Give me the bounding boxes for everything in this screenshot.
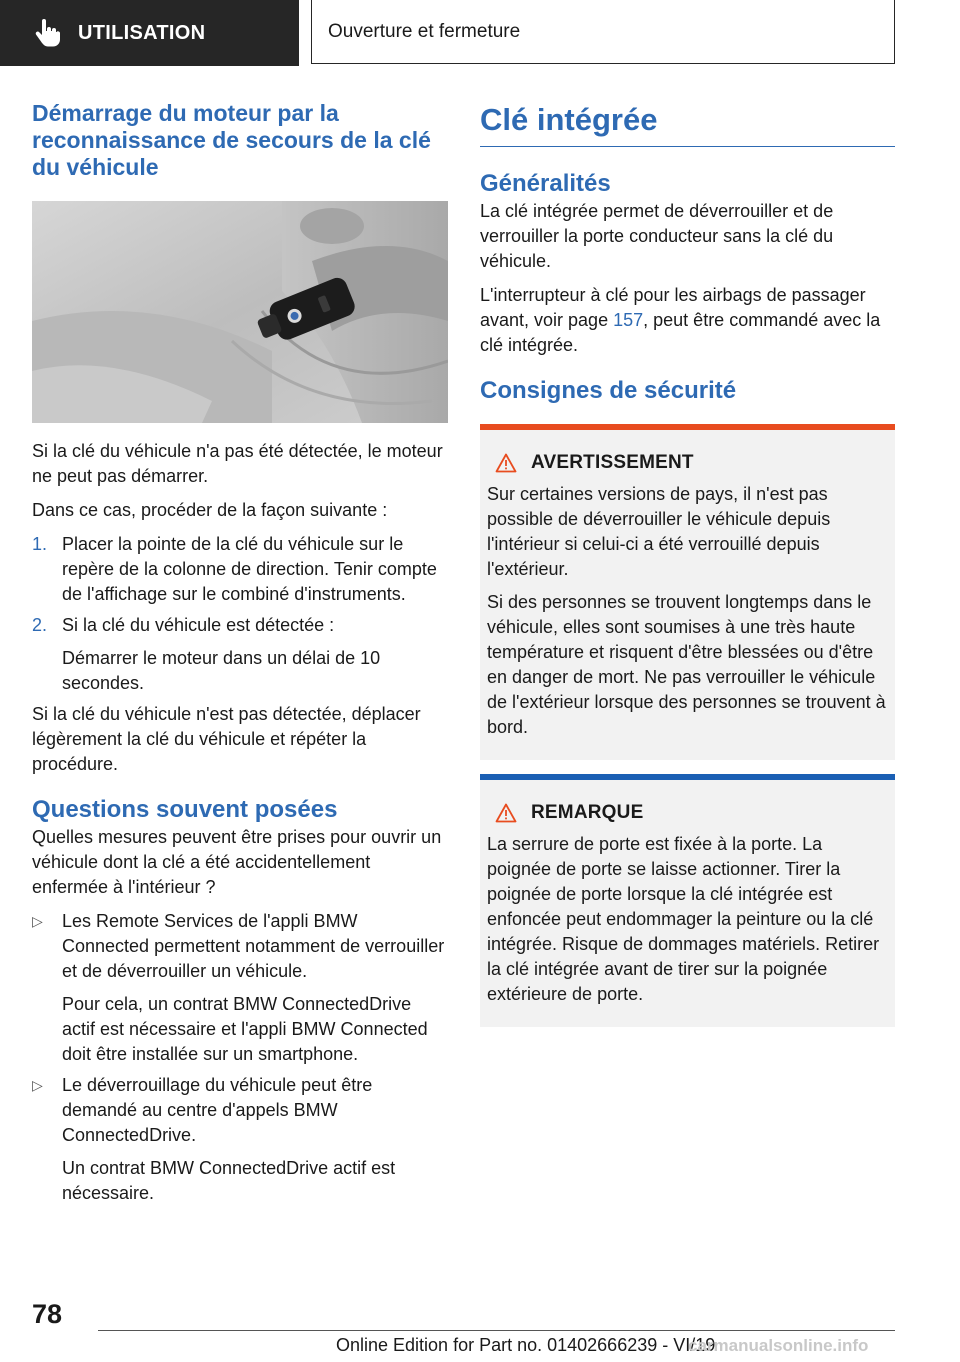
warning-notice [480, 424, 895, 760]
note-label: REMARQUE [531, 802, 644, 823]
page-number: 78 [32, 1299, 63, 1329]
faq-list [32, 909, 448, 1206]
arrow-bullet-icon: ▷ [32, 913, 43, 929]
warning-label: AVERTISSEMENT [531, 452, 694, 473]
faq-item-text: Le déverrouillage du véhicule peut être demandé au centre d'appels BMW ConnectedDrive. [62, 1075, 373, 1145]
header-section-tab [0, 0, 299, 66]
right-column [480, 100, 895, 1027]
page-link[interactable]: 157 [613, 310, 644, 330]
faq-item-text: Les Remote Services de l'appli BMW Connected permettent notamment de verrouiller et de déverrouiller un véhicule. [62, 911, 445, 981]
section-title-safety: Consignes de sécurité [480, 377, 737, 404]
list-item [32, 909, 448, 1067]
step-text: Si la clé du véhicule est détectée : [62, 615, 335, 635]
faq-item-subtext: Pour cela, un contrat BMW ConnectedDrive actif est nécessaire et l'appli BMW Connected doit être installée sur un smartphone. [62, 994, 428, 1064]
step-number: 1. [32, 534, 48, 554]
retry-paragraph: Si la clé du véhicule n'est pas détectée, déplacer légèrement la clé du véhicule et répéter la procédure. [32, 704, 421, 774]
faq-question: Quelles mesures peuvent être prises pour ouvrir un véhicule dont la clé a été accidentellement enfermée à l'intérieur ? [32, 827, 442, 897]
arrow-bullet-icon: ▷ [32, 1077, 43, 1093]
list-item [32, 532, 448, 607]
chapter-title-integrated-key: Clé intégrée [480, 100, 895, 147]
section-title-general: Généralités [480, 170, 611, 197]
warning-triangle-icon [495, 453, 517, 473]
list-item [32, 1073, 448, 1206]
footer-divider [98, 1330, 895, 1331]
step-subtext: Démarrer le moteur dans un délai de 10 secondes. [62, 648, 381, 693]
header-chapter-box [311, 0, 895, 64]
list-item [32, 613, 448, 696]
section-title-emergency-start: Démarrage du moteur par la reconnaissance de secours de la clé du véhicule [32, 100, 431, 180]
general-paragraph-2: L'interrupteur à clé pour les airbags de passager avant, voir page 157, peut être commandé avec la clé intégrée. [480, 285, 881, 355]
steering-column-key-photo [32, 201, 448, 423]
section-title-faq: Questions souvent posées [32, 796, 338, 823]
header-chapter-label: Ouverture et fermeture [328, 20, 521, 42]
general-paragraph: La clé intégrée permet de déverrouiller et de verrouiller la porte conducteur sans la clé du véhicule. [480, 201, 834, 271]
warning-triangle-icon [495, 803, 517, 823]
note-notice [480, 774, 895, 1027]
header-section-label: UTILISATION [78, 21, 206, 44]
faq-item-subtext: Un contrat BMW ConnectedDrive actif est nécessaire. [62, 1158, 396, 1203]
intro-paragraph-2: Dans ce cas, procéder de la façon suivante : [32, 500, 388, 520]
steps-list [32, 532, 448, 696]
warning-text-2: Si des personnes se trouvent longtemps dans le véhicule, elles sont soumises à une très haute température et risquent d'être blessées ou d'être en danger de mort. Ne pas verrouiller le véhicule de l'extérieur lorsque des personnes se trouvent à bord. [487, 592, 886, 737]
step-number: 2. [32, 615, 48, 635]
left-column [32, 100, 448, 1212]
watermark: carmanualsonline.info [688, 1336, 869, 1355]
hand-pointer-icon [32, 18, 62, 48]
step-text: Placer la pointe de la clé du véhicule sur le repère de la colonne de direction. Tenir compte de l'affichage sur le combiné d'instruments. [62, 534, 437, 604]
intro-paragraph: Si la clé du véhicule n'a pas été détectée, le moteur ne peut pas démarrer. [32, 441, 443, 486]
footer-edition: Online Edition for Part no. 01402666239 - VI/19 [336, 1335, 716, 1355]
warning-text: Sur certaines versions de pays, il n'est pas possible de déverrouiller le véhicule depuis l'intérieur si celui-ci a été verrouillé depuis l'extérieur. [487, 484, 831, 579]
note-text: La serrure de porte est fixée à la porte. La poignée de porte se laisse actionner. Tirer la poignée de porte lorsque la clé intégrée est enfoncée peut endommager la peinture ou la clé intégrée. Risque de dommages matériels. Retirer la clé intégrée avant de tirer sur la poignée extérieure de porte. [487, 834, 880, 1004]
